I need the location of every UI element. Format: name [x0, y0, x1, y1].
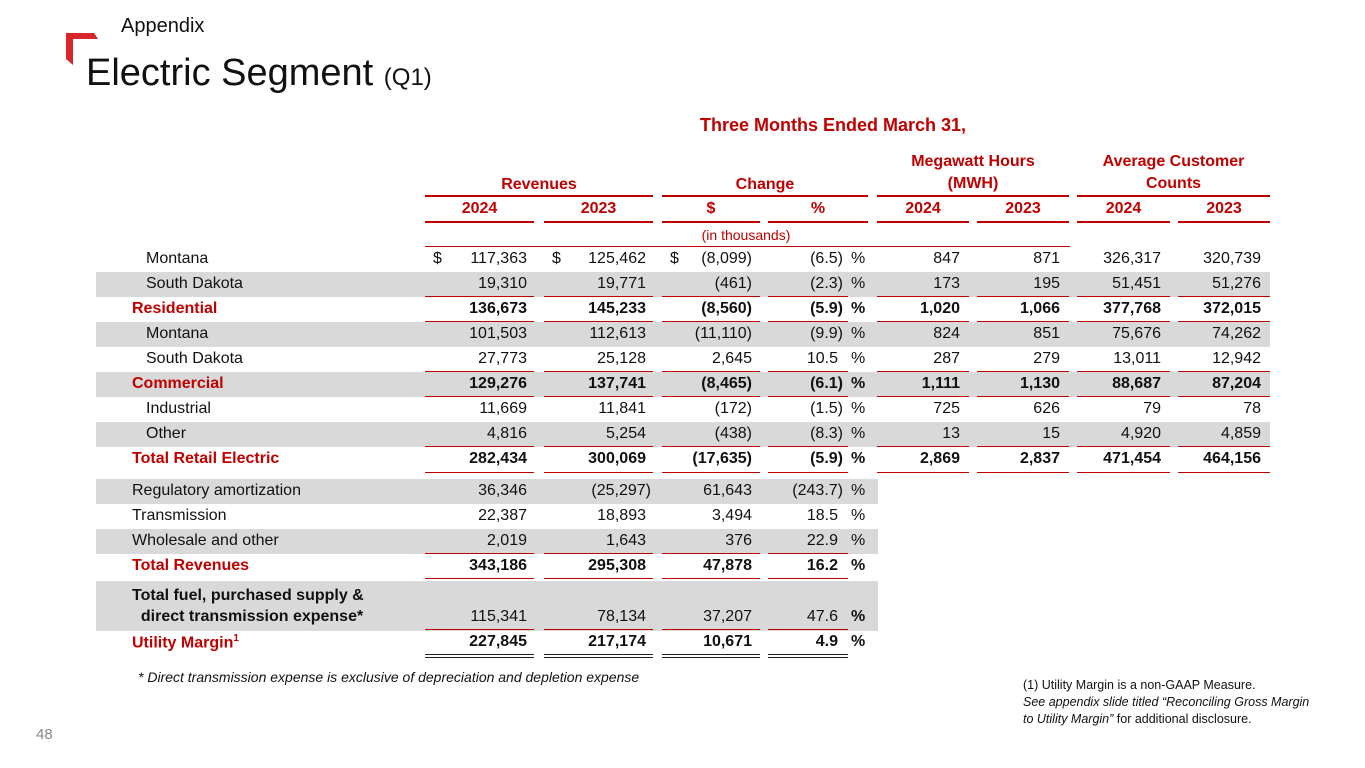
cell-cust-2023: 4,859 [1220, 425, 1261, 442]
cell-cust-2023: 320,739 [1203, 250, 1261, 267]
cell-pct: (1.5) [810, 400, 843, 417]
cell-mwh-2023: 871 [1033, 250, 1060, 267]
cell-mwh-2023: 851 [1033, 325, 1060, 342]
rule [1077, 446, 1170, 447]
percent-sign: % [851, 400, 866, 417]
rule [544, 296, 653, 297]
cell-pct: 10.5 [806, 350, 838, 367]
rule [1077, 396, 1170, 397]
cell-mwh-2024: 287 [933, 350, 960, 367]
cell-mwh-2024: 1,020 [919, 300, 960, 317]
side-note-italic: See appendix slide titled “Reconciling Gross Margin to Utility Margin” [1023, 695, 1310, 726]
cell-rev-2024: 19,310 [478, 275, 527, 292]
table-row [96, 322, 1270, 347]
percent-sign: % [851, 557, 866, 574]
cell-pct: (8.3) [810, 425, 843, 442]
units-note: (in thousands) [701, 227, 791, 243]
row-label-line1: Total fuel, purchased supply & [132, 587, 364, 604]
mwh-heading-line1: Megawatt Hours [911, 153, 1035, 170]
cell-cust-2024: 377,768 [1103, 300, 1161, 317]
table-row [96, 397, 1270, 422]
row-label [132, 585, 364, 627]
cell-rev-2024: 101,503 [469, 325, 527, 342]
rule [768, 578, 848, 579]
table-row [96, 347, 1270, 372]
cell-cust-2024: 88,687 [1112, 375, 1161, 392]
cell-cust-2023: 87,204 [1212, 375, 1261, 392]
side-note [1023, 677, 1313, 728]
cell-cust-2023: 78 [1243, 400, 1261, 417]
col-mwh-2024: 2024 [905, 200, 941, 217]
rule [977, 371, 1069, 372]
rule [768, 472, 848, 473]
double-rule [768, 654, 848, 658]
percent-sign: % [851, 375, 866, 392]
cell-change: 37,207 [703, 608, 752, 625]
cell-rev-2023: 295,308 [588, 557, 646, 574]
percent-sign: % [851, 507, 866, 524]
cell-pct: 22.9 [806, 532, 838, 549]
cell-mwh-2024: 13 [942, 425, 960, 442]
rule [1077, 296, 1170, 297]
rule [1077, 472, 1170, 473]
table-row [96, 297, 1270, 322]
page-title [86, 52, 432, 95]
cell-rev-2023: 137,741 [588, 375, 646, 392]
table-row [96, 504, 878, 529]
rule [1178, 396, 1270, 397]
rule [544, 578, 653, 579]
rule [768, 553, 848, 554]
rule [768, 446, 848, 447]
rule [1178, 321, 1270, 322]
rule [662, 629, 760, 630]
revenues-underline [425, 195, 653, 197]
percent-sign: % [851, 275, 866, 292]
col-underline [425, 221, 534, 223]
cell-rev-2024: 282,434 [469, 450, 527, 467]
currency-symbol: $ [433, 250, 442, 267]
table-row [96, 272, 1270, 297]
cell-change: (438) [714, 425, 752, 442]
cell-rev-2024: 4,816 [486, 425, 527, 442]
row-label [132, 633, 239, 652]
rule [662, 321, 760, 322]
cell-mwh-2023: 279 [1033, 350, 1060, 367]
rule [662, 396, 760, 397]
rule [1077, 371, 1170, 372]
cell-rev-2024: 343,186 [469, 557, 527, 574]
col-underline [768, 221, 868, 223]
table-row [96, 554, 878, 579]
cell-mwh-2024: 847 [933, 250, 960, 267]
rule [768, 629, 848, 630]
row-label: Montana [146, 250, 209, 267]
rule [977, 446, 1069, 447]
cell-pct: (6.1) [810, 375, 843, 392]
rule [425, 371, 534, 372]
cell-cust-2023: 74,262 [1212, 325, 1261, 342]
col-underline [1178, 221, 1270, 223]
cell-change: (8,560) [701, 300, 752, 317]
cell-mwh-2023: 1,130 [1019, 375, 1060, 392]
cell-rev-2024: 227,845 [469, 633, 527, 650]
cell-rev-2024: 27,773 [478, 350, 527, 367]
cell-pct: (5.9) [810, 450, 843, 467]
rule [877, 396, 969, 397]
revenues-heading: Revenues [501, 176, 577, 193]
rule [425, 296, 534, 297]
rule [877, 321, 969, 322]
double-rule [662, 654, 760, 658]
table-row [96, 529, 878, 554]
currency-symbol: $ [552, 250, 561, 267]
rule [425, 578, 534, 579]
cell-rev-2023: 5,254 [605, 425, 646, 442]
cell-rev-2023: 11,841 [598, 400, 646, 417]
rule [544, 553, 653, 554]
cell-change: (461) [714, 275, 752, 292]
cell-rev-2023: (25,297) [591, 482, 651, 499]
row-label: Montana [146, 325, 209, 342]
cell-change: 2,645 [711, 350, 752, 367]
side-note-tail: for additional disclosure. [1113, 712, 1252, 726]
cell-change: (8,099) [701, 250, 752, 267]
period-heading: Three Months Ended March 31, [700, 115, 967, 135]
percent-sign: % [851, 300, 866, 317]
double-rule [544, 654, 653, 658]
cell-mwh-2024: 2,869 [919, 450, 960, 467]
cell-rev-2024: 2,019 [486, 532, 527, 549]
table-row [96, 372, 1270, 397]
side-note-line1: (1) Utility Margin is a non-GAAP Measure. [1023, 678, 1256, 692]
col-change-pct: % [810, 200, 826, 217]
rule [662, 446, 760, 447]
cell-rev-2023: 217,174 [588, 633, 646, 650]
cell-pct: 18.5 [806, 507, 838, 524]
percent-sign: % [851, 482, 866, 499]
table-row [96, 581, 878, 631]
col-underline [977, 221, 1069, 223]
customers-underline [1077, 195, 1270, 197]
cell-cust-2024: 79 [1143, 400, 1161, 417]
row-label: Wholesale and other [132, 532, 279, 549]
cell-mwh-2024: 173 [933, 275, 960, 292]
cell-cust-2024: 4,920 [1120, 425, 1161, 442]
row-label: Other [146, 425, 187, 442]
change-underline [662, 195, 868, 197]
mwh-heading [877, 151, 1069, 195]
cell-pct: (2.3) [810, 275, 843, 292]
col-mwh-2023: 2023 [1005, 200, 1041, 217]
cell-rev-2024: 117,363 [470, 250, 527, 267]
row-label-line2: direct transmission expense* [140, 608, 364, 625]
percent-sign: % [851, 450, 866, 467]
cell-change: 61,643 [703, 482, 752, 499]
cell-cust-2024: 75,676 [1112, 325, 1161, 342]
rule [544, 396, 653, 397]
rule [768, 371, 848, 372]
page-number: 48 [36, 726, 53, 743]
rule [768, 396, 848, 397]
rule [1178, 371, 1270, 372]
row-label: Total Retail Electric [132, 450, 280, 467]
cell-change: (11,110) [694, 325, 752, 342]
cell-rev-2024: 36,346 [478, 482, 527, 499]
cell-cust-2023: 51,276 [1212, 275, 1261, 292]
footnote-marker: 1 [233, 633, 239, 644]
row-label: Regulatory amortization [132, 482, 301, 499]
mwh-underline [877, 195, 1069, 197]
cell-rev-2024: 136,673 [469, 300, 527, 317]
percent-sign: % [851, 325, 866, 342]
cell-mwh-2024: 1,111 [921, 375, 960, 392]
rule [768, 296, 848, 297]
cell-cust-2023: 372,015 [1203, 300, 1261, 317]
row-label-text: Utility Margin [132, 634, 234, 652]
rule [425, 396, 534, 397]
col-underline [662, 221, 760, 223]
rule [977, 472, 1069, 473]
table-footnote: * Direct transmission expense is exclusive of depreciation and depletion expense [138, 669, 640, 685]
cell-change: 376 [725, 532, 752, 549]
section-label: Appendix [121, 15, 205, 37]
title-text: Electric Segment [86, 52, 374, 94]
cell-rev-2023: 18,893 [597, 507, 646, 524]
rule [768, 321, 848, 322]
cell-pct: (6.5) [810, 250, 843, 267]
rule [662, 553, 760, 554]
cell-mwh-2023: 15 [1042, 425, 1060, 442]
cell-mwh-2023: 2,837 [1019, 450, 1060, 467]
cell-pct: (9.9) [810, 325, 843, 342]
cell-rev-2023: 25,128 [597, 350, 646, 367]
cell-change: (172) [714, 400, 752, 417]
rule [662, 296, 760, 297]
percent-sign: % [851, 633, 866, 650]
rule [1178, 296, 1270, 297]
rule [662, 371, 760, 372]
currency-symbol: $ [670, 250, 679, 267]
mwh-heading-line2: (MWH) [947, 175, 999, 192]
rule [977, 296, 1069, 297]
col-cust-2023: 2023 [1206, 200, 1242, 217]
rule [877, 446, 969, 447]
col-rev-2023: 2023 [580, 200, 617, 217]
cell-pct: (5.9) [810, 300, 843, 317]
cell-cust-2024: 471,454 [1103, 450, 1161, 467]
row-label: Total Revenues [132, 557, 250, 574]
col-underline [1077, 221, 1170, 223]
rule [662, 472, 760, 473]
percent-sign: % [851, 532, 866, 549]
row-label: South Dakota [146, 350, 243, 367]
col-rev-2024: 2024 [461, 200, 498, 217]
cell-change: 10,671 [703, 633, 752, 650]
row-label: Commercial [132, 375, 224, 392]
cell-mwh-2023: 195 [1033, 275, 1060, 292]
cell-change: (17,635) [692, 450, 752, 467]
cell-mwh-2024: 725 [933, 400, 960, 417]
table-row [96, 247, 1270, 272]
rule [425, 321, 534, 322]
rule [1077, 321, 1170, 322]
cell-mwh-2024: 824 [933, 325, 960, 342]
percent-sign: % [851, 350, 866, 367]
cell-rev-2024: 129,276 [469, 375, 527, 392]
rule [425, 553, 534, 554]
rule [662, 578, 760, 579]
row-label: Residential [132, 300, 218, 317]
col-underline [544, 221, 653, 223]
row-label: South Dakota [146, 275, 243, 292]
table-row [96, 630, 878, 655]
customers-heading-line1: Average Customer [1102, 153, 1245, 170]
rule [425, 629, 534, 630]
cell-pct: 4.9 [815, 633, 838, 650]
double-rule [425, 654, 534, 658]
rule [544, 446, 653, 447]
cell-change: 3,494 [711, 507, 752, 524]
change-heading: Change [735, 176, 795, 193]
col-cust-2024: 2024 [1105, 200, 1142, 217]
customers-heading-line2: Counts [1145, 175, 1202, 192]
rule [1178, 472, 1270, 473]
cell-change: 47,878 [703, 557, 752, 574]
cell-rev-2023: 19,771 [597, 275, 646, 292]
cell-change: (8,465) [701, 375, 752, 392]
rule [544, 321, 653, 322]
percent-sign: % [851, 608, 866, 625]
cell-pct: (243.7) [792, 482, 843, 499]
cell-rev-2024: 115,341 [470, 608, 527, 625]
row-label: Transmission [132, 507, 227, 524]
col-change-dollar: $ [706, 200, 716, 217]
rule [977, 321, 1069, 322]
cell-rev-2024: 22,387 [478, 507, 527, 524]
cell-cust-2024: 13,011 [1113, 350, 1161, 367]
cell-cust-2024: 326,317 [1103, 250, 1161, 267]
cell-rev-2023: 300,069 [588, 450, 646, 467]
rule [425, 446, 534, 447]
cell-rev-2023: 1,643 [605, 532, 646, 549]
cell-rev-2023: 112,613 [589, 325, 646, 342]
customers-heading [1077, 151, 1270, 195]
title-period: (Q1) [383, 64, 432, 91]
rule [544, 371, 653, 372]
rule [877, 296, 969, 297]
row-label: Industrial [146, 400, 211, 417]
cell-cust-2024: 51,451 [1112, 275, 1161, 292]
rule [877, 472, 969, 473]
cell-mwh-2023: 626 [1033, 400, 1060, 417]
col-underline [877, 221, 969, 223]
cell-pct: 16.2 [806, 557, 838, 574]
rule [544, 472, 653, 473]
rule [544, 629, 653, 630]
table-row [96, 447, 1270, 472]
cell-rev-2023: 145,233 [588, 300, 646, 317]
percent-sign: % [851, 425, 866, 442]
rule [425, 472, 534, 473]
cell-mwh-2023: 1,066 [1019, 300, 1060, 317]
rule [1178, 446, 1270, 447]
percent-sign: % [851, 250, 866, 267]
table-row [96, 479, 878, 504]
table-row [96, 422, 1270, 447]
rule [877, 371, 969, 372]
cell-rev-2024: 11,669 [479, 400, 527, 417]
cell-pct: 47.6 [806, 608, 838, 625]
rule [977, 396, 1069, 397]
cell-cust-2023: 12,942 [1212, 350, 1261, 367]
cell-rev-2023: 78,134 [597, 608, 646, 625]
cell-rev-2023: 125,462 [588, 250, 646, 267]
cell-cust-2023: 464,156 [1203, 450, 1261, 467]
